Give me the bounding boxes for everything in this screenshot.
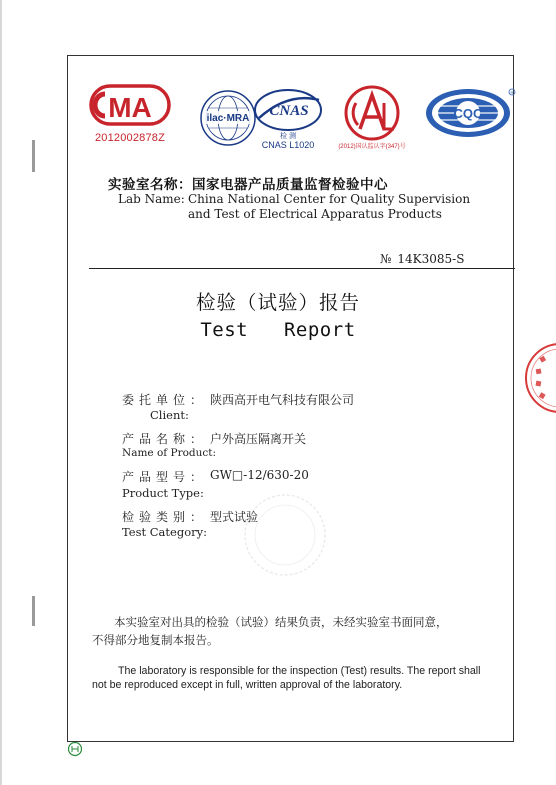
svg-text:CNAS: CNAS (269, 103, 309, 119)
svg-text:MA: MA (108, 92, 152, 123)
report-number (380, 252, 464, 266)
cma-logo (85, 82, 175, 152)
notice-cn-line2: 不得部分地复制本报告。 (92, 633, 219, 647)
cal-logo (336, 85, 408, 151)
number-symbol: № (380, 252, 392, 266)
client-label-en: Client: (150, 408, 189, 422)
notice-cn-line1: 本实验室对出具的检验（试验）结果负责，未经实验室书面同意， (114, 615, 448, 629)
cnas-logo (253, 88, 323, 150)
notice-cn (92, 613, 512, 649)
svg-text:R: R (510, 90, 514, 95)
report-title-cn: 检验（试验）报告 (195, 291, 360, 314)
product-name-label-cn: 产品名称： (122, 432, 208, 446)
header-divider (89, 268, 515, 269)
product-type-value: GW□-12/630-20 (210, 468, 309, 482)
cnas-sub-label: 检 测 (280, 133, 296, 140)
test-category-label-en: Test Category: (122, 525, 207, 539)
binder-mark (32, 140, 35, 172)
print-seal-icon (67, 741, 83, 757)
ccc-logo (424, 86, 516, 140)
test-category-value: 型式试验 (210, 510, 259, 524)
cma-mark-icon (89, 84, 171, 126)
ccc-mark-icon (424, 86, 516, 140)
report-title-en: Test Report (200, 319, 356, 341)
lab-name-cn: 实验室名称：国家电器产品质量监督检验中心 (108, 177, 388, 193)
notice-en (92, 664, 512, 692)
cal-mark-icon (336, 85, 408, 141)
cnas-mark-icon (253, 88, 323, 132)
client-value: 陕西高开电气科技有限公司 (210, 393, 355, 407)
red-stamp (520, 333, 556, 423)
lab-name-en-line1: China National Center for Quality Supervision (188, 192, 471, 206)
product-name-label-en: Name of Product: (122, 447, 217, 459)
cnas-code: CNAS L1020 (261, 140, 315, 150)
notice-en-line1: The laboratory is responsible for the inspection (Test) results. The report shall (118, 665, 481, 677)
test-category-label-cn: 检验类别： (122, 510, 208, 524)
svg-text:CQC: CQC (453, 106, 483, 121)
cma-number: 2012002878Z (94, 132, 166, 144)
client-label-cn: 委托单位： (122, 393, 208, 407)
ilac-mra-logo (198, 88, 258, 148)
product-name-value: 户外高压隔离开关 (210, 432, 307, 446)
cal-caption: (2012)国认监认字(347)号 (338, 144, 406, 150)
lab-name-en-line2: and Test of Electrical Apparatus Products (188, 207, 442, 221)
svg-text:ilac·MRA: ilac·MRA (206, 113, 250, 124)
report-number-value: 14K3085-S (397, 252, 465, 266)
ilac-mra-icon (198, 88, 258, 148)
binder-mark (32, 596, 35, 626)
product-type-label-cn: 产品型号： (122, 470, 208, 484)
embossed-seal-watermark (240, 490, 330, 580)
lab-name-en-label: Lab Name: (118, 192, 185, 206)
notice-en-line2: not be reproduced except in full, written approval of the laboratory. (92, 679, 403, 691)
product-type-label-en: Product Type: (122, 486, 204, 500)
